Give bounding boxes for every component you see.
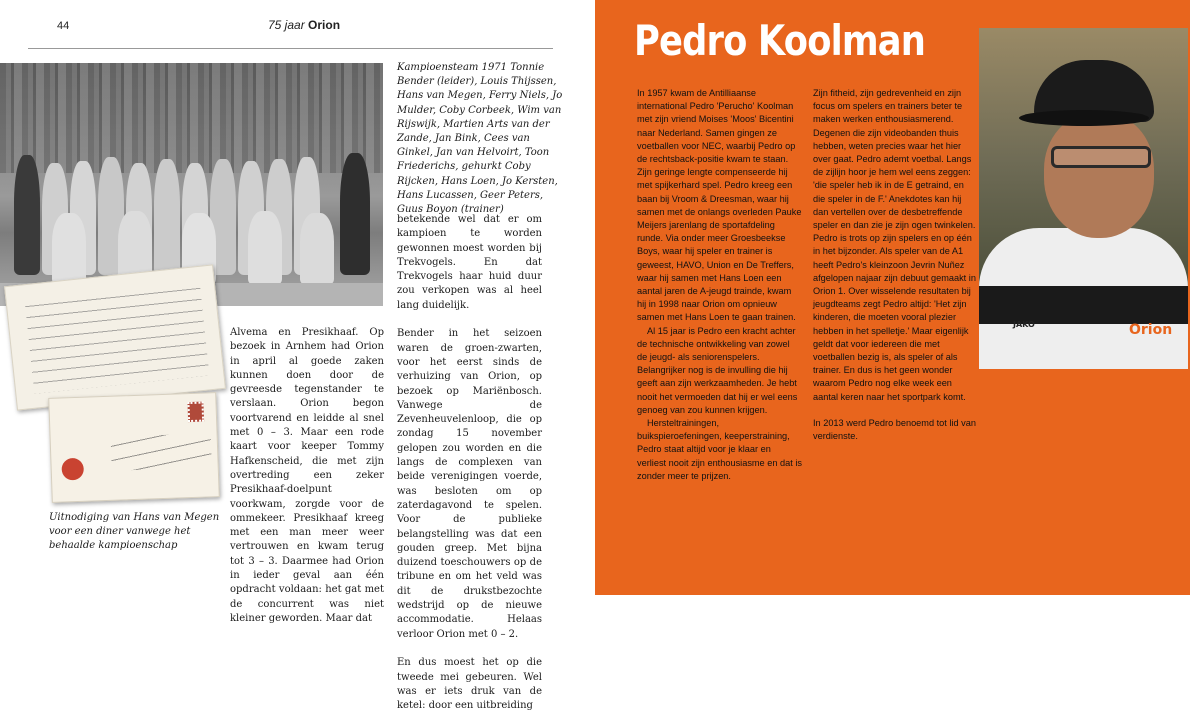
running-head-bold: Orion (308, 18, 341, 32)
paragraph: Alvema en Presikhaaf. Op bezoek in Arnhem had Orion in april al goede zaken kunnen doen door de gevreesde tegenstander te verslaan. Orion begon voortvarend en leidde al snel met 0 – 3. Maar een rode kaart voor keeper Tommy Hafkenscheid, die met zijn overtreding een zeker Presikhaaf-doelpunt voorkwam, zorgde voor de ommekeer. Presikhaaf kreeg met een man meer weer vertrouwen en kwam terug tot 3 – 3. Daarmee had Orion in ieder geval aan één opdracht voldaan: het gat met de concurrent was niet kleiner geworden. Maar dat (230, 327, 384, 624)
paragraph: betekende wel dat er om kampioen te worden gewonnen moest worden bij Trekvogels. En dat Trekvogels haar huid duur zou verkopen was al heel lang duidelijk. (397, 214, 542, 311)
handwritten-address (111, 433, 212, 470)
paragraph: In 2013 werd Pedro benoemd tot lid van verdienste. (813, 418, 976, 442)
invitation-envelope (48, 392, 220, 503)
stamp-icon (187, 402, 204, 423)
photo-player (248, 211, 282, 285)
left-column-a (230, 326, 384, 626)
photo-player (340, 153, 370, 275)
header-rule (28, 48, 553, 49)
running-head (268, 18, 340, 32)
right-column-1 (637, 87, 802, 483)
right-page (595, 0, 1190, 595)
paragraph: Zijn fitheid, zijn gedrevenheid en zijn focus om spelers en trainers beter te maken werken enthousiasmerend. Degenen die zijn videobanden thuis hebben, weten precies waar het hier over gaat. Pedro ademt voetbal. Langs de zijlijn hoor je hem wel eens zeggen: 'die speler heb ik in de E getraind, en die speler in de F.' Anekdotes kan hij dan vertellen over de desbetreffende speler en dan zie je zijn ogen twinkelen. Pedro is trots op zijn spelers en op één in het bijzonder. Als speler van de A1 heeft Pedro's kleinzoon Jevrin Nuñez afgelopen najaar zijn debuut gemaakt in Orion 1. Over wisselende resultaten bij jeugdteams zegt Pedro altijd: 'Het zijn kinderen, die moeten vooral plezier hebben in het spelletje.' Maar eigenlijk geldt dat voor iedereen die met voetballen bezig is, als speler of als trainer. En dus is het geen wonder waarom Pedro nog elke week een aantal keren naar het sportpark komt. (813, 88, 976, 402)
portrait-cap-brim (1019, 110, 1149, 126)
running-head-italic: 75 jaar (268, 18, 305, 32)
jacket-club-label: Orion (1129, 322, 1173, 338)
paragraph: Bender in het seizoen waren de groen-zwarten, voor het eerst sinds de verhuizing van Orion, op bezoek op Mariënbosch. Vanwege de Zevenheuvelenloop, die op zondag 15 november gelopen zou worden en die langs de complexen van beide verenigingen voerde, was besloten om op zaterdagavond te spelen. Voor de publieke belangstelling was dat een gouden greep. Met bijna duizend toeschouwers op de tribune en om het veld was dit de drukstbezochte wedstrijd op de nieuwe accommodatie. Helaas verloor Orion met 0 – 2. (397, 328, 542, 640)
portrait-face (1044, 113, 1154, 238)
paragraph: Hersteltrainingen, buikspieroefeningen, keeperstraining, Pedro staat altijd voor je klaar en verliest nooit zijn enthousiasme en dat is zonder meer te prijzen. (637, 418, 802, 481)
article-headline: Pedro Koolman (634, 16, 926, 65)
invitation-letter (4, 264, 226, 410)
photo-trees (0, 63, 383, 173)
portrait-jacket-stripe (979, 286, 1188, 324)
photo-player (300, 213, 334, 285)
photo-player (52, 213, 86, 285)
photo-player (14, 155, 40, 275)
letter-text-lines (25, 281, 210, 394)
paragraph: Al 15 jaar is Pedro een kracht achter de technische ontwikkeling van zowel de jeugd- als seniorenspelers. Belangrijker nog is de invulling die hij geeft aan zijn werkzaamheden. Je hebt nooit het vermoeden dat hij er wel eens genoeg van zou kunnen krijgen. (637, 325, 798, 415)
team-photo-caption: Kampioensteam 1971 Tonnie Bender (leider), Louis Thijssen, Hans van Megen, Ferry Niels, Jo Mulder, Coby Corbeek, Wim van Rijswijk, Martien Arts van der Zande, Jan Bink, Cees van Ginkel, Jan van Helvoirt, Toon Friederichs, gehurkt Coby Rijcken, Hans Loen, Jo Kersten, Hans Lucassen, Geer Peters, Guus Boyon (trainer) (397, 62, 563, 216)
invitation-caption: Uitnodiging van Hans van Megen voor een diner vanwege het behaalde kampioenschap (49, 512, 220, 552)
paragraph: In 1957 kwam de Antilliaanse international Pedro 'Perucho' Koolman met zijn vriend Moises 'Moos' Bicentini naar Nederland. Samen gingen ze voetballen voor NEC, waarbij Pedro op de rechtsback-positie kwam te staan. Zijn geringe lengte compenseerde hij met spijkerhard spel. Pedro kreeg een baan bij Vroom & Dreesman, waar hij samen met de onlangs overleden Pauke Meijers jarenlang de sportafdeling runde. Via onder meer Groesbeekse Boys, waar hij speler en trainer is geweest, HAVO, Union en De Treffers, waar hij samen met Hans Loen een aantal jaren de A-jeugd trainde, kwam hij in 1998 naar Orion om opnieuw samen met Hans Loen te gaan trainen. (637, 88, 802, 323)
left-page (0, 0, 595, 712)
photo-player (154, 159, 180, 275)
portrait-glasses (1051, 146, 1151, 168)
club-logo-icon (61, 458, 84, 481)
portrait-photo (979, 28, 1188, 369)
paragraph: En dus moest het op die tweede mei gebeuren. Wel was er iets druk van de ketel: door een uitbreiding (397, 657, 542, 712)
jacket-brand-label: JAKO (1013, 320, 1035, 329)
page-number: 44 (57, 20, 70, 32)
left-column-b (397, 213, 542, 713)
right-column-2 (813, 87, 978, 443)
